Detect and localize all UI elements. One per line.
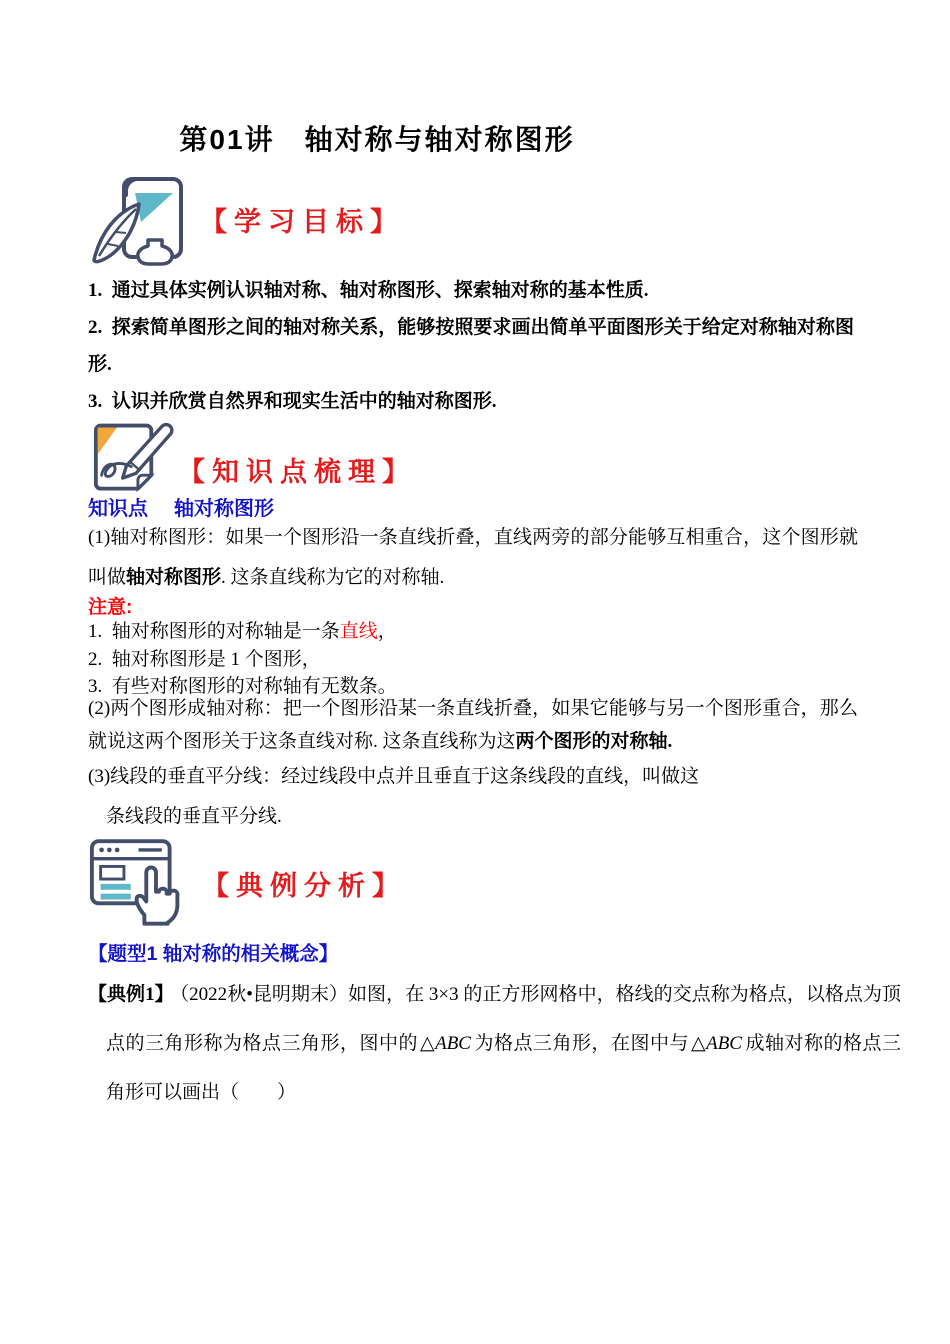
note-item: 3. 有些对称图形的对称轴有无数条。 bbox=[88, 676, 397, 697]
definition-text: . 这条直线称为它的对称轴. bbox=[221, 567, 445, 588]
example1-source: （2022秋•昆明期末） bbox=[179, 984, 349, 1005]
page-title: 第01讲 轴对称与轴对称图形 bbox=[179, 124, 575, 155]
objective-item: 1. 通过具体实例认识轴对称、轴对称图形、探索轴对称的基本性质. bbox=[88, 280, 649, 301]
browser-hand-icon bbox=[88, 835, 190, 927]
triangle-symbol: △ bbox=[690, 1033, 707, 1054]
definition-text: 条线段的垂直平分线. bbox=[106, 806, 282, 827]
triangle-letters: ABC bbox=[435, 1033, 471, 1054]
note-item: 2. 轴对称图形是 1 个图形， bbox=[88, 648, 321, 670]
note-heading: 注意: bbox=[88, 597, 133, 618]
quill-scroll-icon bbox=[86, 164, 206, 268]
triangle-symbol: △ bbox=[419, 1033, 436, 1054]
example1-label: 【典例1】 bbox=[88, 984, 174, 1005]
objective-item: 2. 探索简单图形之间的轴对称关系，能够按照要求画出简单平面图形关于给定对称轴对称图形. bbox=[88, 317, 854, 375]
objective-item: 3. 认识并欣赏自然界和现实生活中的轴对称图形. bbox=[88, 391, 497, 412]
definition-text: (3)线段的垂直平分线：经过线段中点并且垂直于这条线段的直线，叫做这 bbox=[88, 766, 700, 787]
knowledge-point-heading bbox=[88, 492, 274, 521]
objectives-header: 【学习目标】 bbox=[200, 207, 404, 237]
note-item-text: 1. 轴对称图形的对称轴是一条 bbox=[88, 621, 340, 642]
example1-paragraph bbox=[88, 970, 901, 1117]
knowledge-header: 【知识点梳理】 bbox=[178, 457, 416, 487]
objectives-list bbox=[88, 272, 854, 420]
note-item-highlight: 直线 bbox=[339, 621, 378, 642]
definition-text: (2)两个图形成轴对称：把一个图形沿某一条直线折叠，如果它能够与另一个图形重合，那么就说这两个图形关于这条直线对称. 这条直线称为这 bbox=[88, 698, 858, 752]
note-list bbox=[88, 618, 858, 701]
definition-term: 两个图形的对称轴. bbox=[515, 731, 673, 752]
axial-figure-definition bbox=[88, 518, 858, 598]
notepad-pencil-icon bbox=[88, 416, 184, 502]
example1-text: 成轴对称的格点三角形可以画出（ ） bbox=[106, 1033, 901, 1103]
knowledge-point-title: 轴对称图形 bbox=[174, 498, 274, 520]
triangle-letters: ABC bbox=[706, 1033, 742, 1054]
note-item bbox=[88, 618, 858, 646]
examples-header: 【典例分析】 bbox=[202, 871, 406, 901]
perpendicular-bisector-definition bbox=[88, 757, 828, 837]
note-item-text: ， bbox=[377, 621, 397, 642]
definition-text: (1)轴对称图形：如果一个图形沿一条直线折叠，直线两旁的部分能够互相重合，这个图形就叫做 bbox=[88, 527, 858, 588]
two-figures-definition bbox=[88, 692, 858, 758]
example1-text: 为格点三角形，在图中与 bbox=[473, 1033, 689, 1054]
definition-term: 轴对称图形 bbox=[126, 567, 222, 588]
topic-heading: 【题型1 轴对称的相关概念】 bbox=[88, 943, 339, 965]
knowledge-point-label: 知识点 bbox=[88, 498, 148, 520]
example1-text: 如图，在 3×3 的正方形网格中，格线的交点称为格点，以格点为顶点的三角形称为格点三角形，图中的 bbox=[106, 984, 901, 1054]
